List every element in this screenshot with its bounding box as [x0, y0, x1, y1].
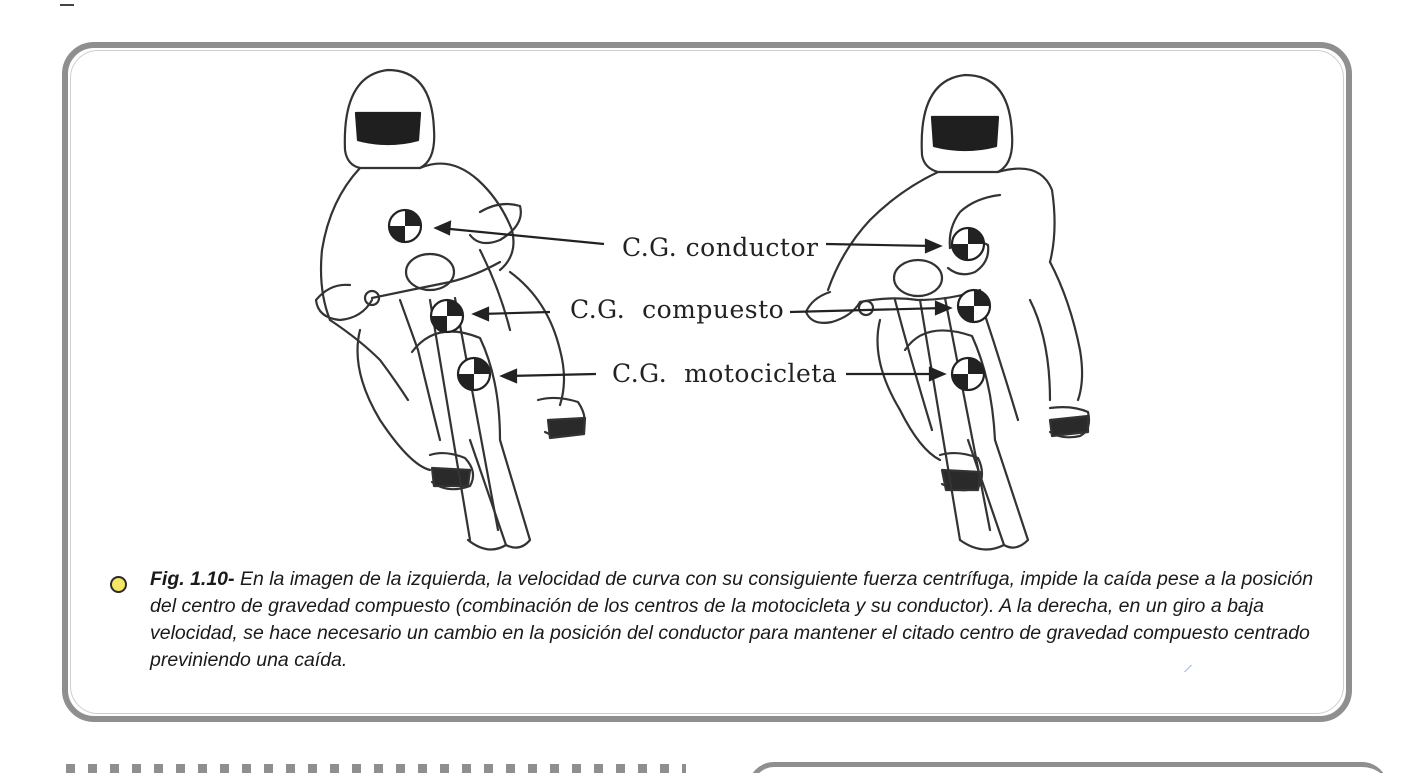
- right-motorcycle-cg-marker: [952, 358, 984, 390]
- figure-number: Fig. 1.10-: [150, 568, 235, 590]
- motorcycle-cg-label: C.G. motocicleta: [612, 359, 838, 388]
- rider-cg-label: C.G. conductor: [622, 233, 819, 262]
- right-rider-drawing: [806, 75, 1089, 549]
- right-rider-cg-marker: [952, 228, 984, 260]
- combined-cg-label: C.G. compuesto: [570, 295, 785, 324]
- left-combined-cg-marker: [431, 300, 463, 332]
- page-fragment-bottom-text: [66, 764, 686, 773]
- left-motorcycle-cg-marker: [458, 358, 490, 390]
- left-rider-cg-marker: [389, 210, 421, 242]
- next-figure-frame: [748, 762, 1388, 773]
- right-combined-cg-marker: [958, 290, 990, 322]
- caption-text: En la imagen de la izquierda, la velocidad de curva con su consiguiente fuerza centrífuga, impide la caída pese a la posición del centro de gravedad compuesto (combinación de los centros de la motocicleta y su conductor). A la derecha, en un giro a baja velocidad, se hace necesario un cambio en la posición del conductor para mantener el citado centro de gravedad compuesto centrado previniendo una caída.: [150, 568, 1314, 671]
- caption-bullet-icon: [110, 576, 127, 593]
- figure-caption: [150, 566, 1330, 674]
